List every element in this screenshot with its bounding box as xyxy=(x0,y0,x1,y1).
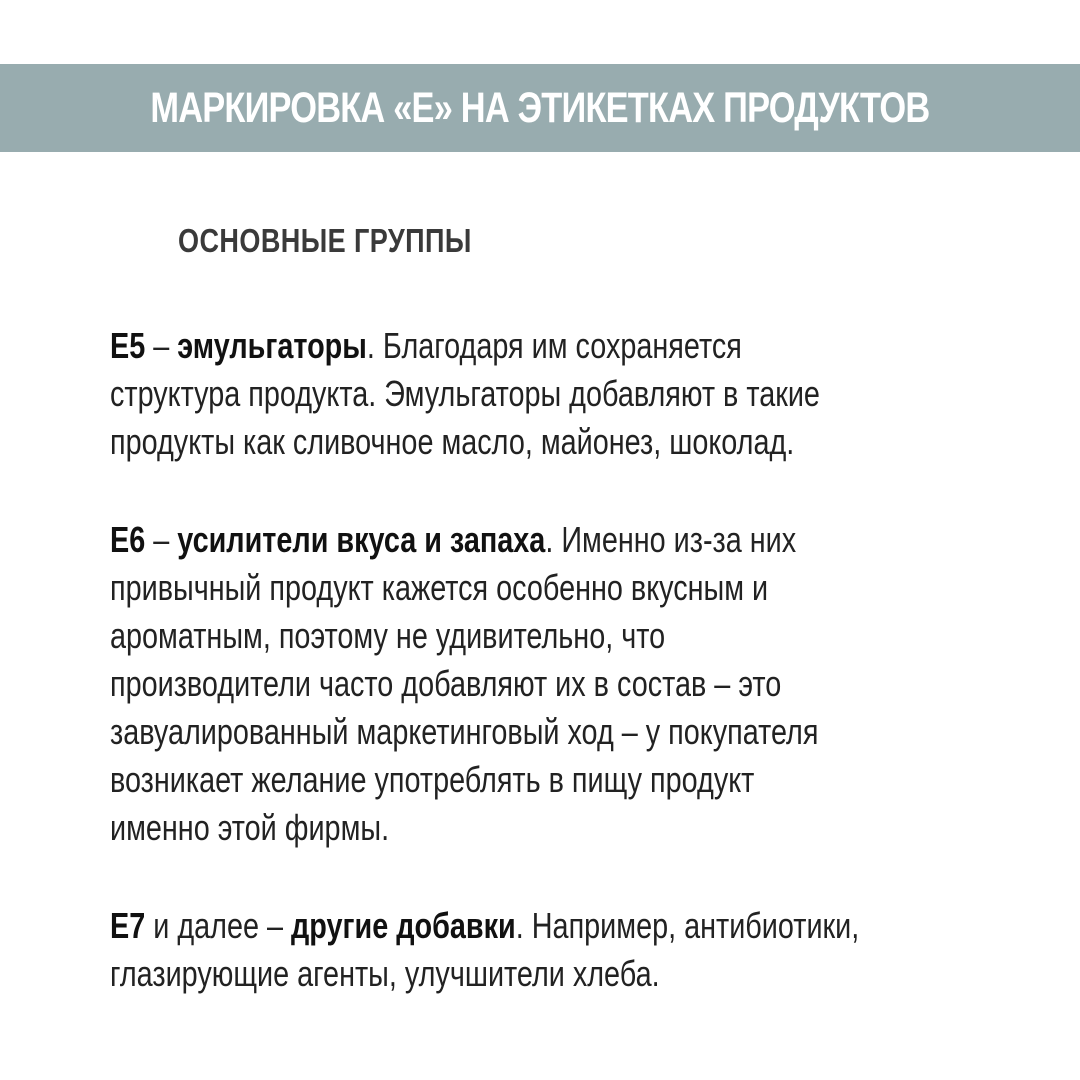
e-code: E7 xyxy=(110,905,146,946)
e-code: E5 xyxy=(110,325,146,366)
paragraph-e6 xyxy=(110,516,1022,852)
content-body xyxy=(110,322,1022,1048)
dash-text: и далее – xyxy=(145,905,292,946)
description-line: структура продукта. Эмульгаторы добавляют в такие xyxy=(110,373,820,414)
description-line: ароматным, поэтому не удивительно, что xyxy=(110,615,666,656)
description-text: . Именно из-за них xyxy=(545,519,797,560)
section-heading: ОСНОВНЫЕ ГРУППЫ xyxy=(178,222,472,259)
description-line: завуалированный маркетинговый ход – у покупателя xyxy=(110,711,819,752)
page-title: МАРКИРОВКА «Е» НА ЭТИКЕТКАХ ПРОДУКТОВ xyxy=(150,83,930,132)
dash-text: – xyxy=(145,519,178,560)
description-text: . Благодаря им сохраняется xyxy=(366,325,742,366)
title-banner xyxy=(0,64,1080,152)
description-line: привычный продукт кажется особенно вкусным и xyxy=(110,567,769,608)
description-line: продукты как сливочное масло, майонез, шоколад. xyxy=(110,421,795,462)
term-text: усилители вкуса и запаха xyxy=(177,519,546,560)
description-line: возникает желание употреблять в пищу продукт xyxy=(110,759,755,800)
description-line: именно этой фирмы. xyxy=(110,807,390,848)
description-line: производители часто добавляют их в состав – это xyxy=(110,663,782,704)
description-text: . Например, антибиотики, xyxy=(515,905,860,946)
term-text: другие добавки xyxy=(291,905,516,946)
description-line: глазирующие агенты, улучшители хлеба. xyxy=(110,953,660,994)
paragraph-e7 xyxy=(110,902,1022,998)
dash-text: – xyxy=(145,325,178,366)
e-code: E6 xyxy=(110,519,146,560)
term-text: эмульгаторы xyxy=(177,325,367,366)
paragraph-e5 xyxy=(110,322,1022,466)
